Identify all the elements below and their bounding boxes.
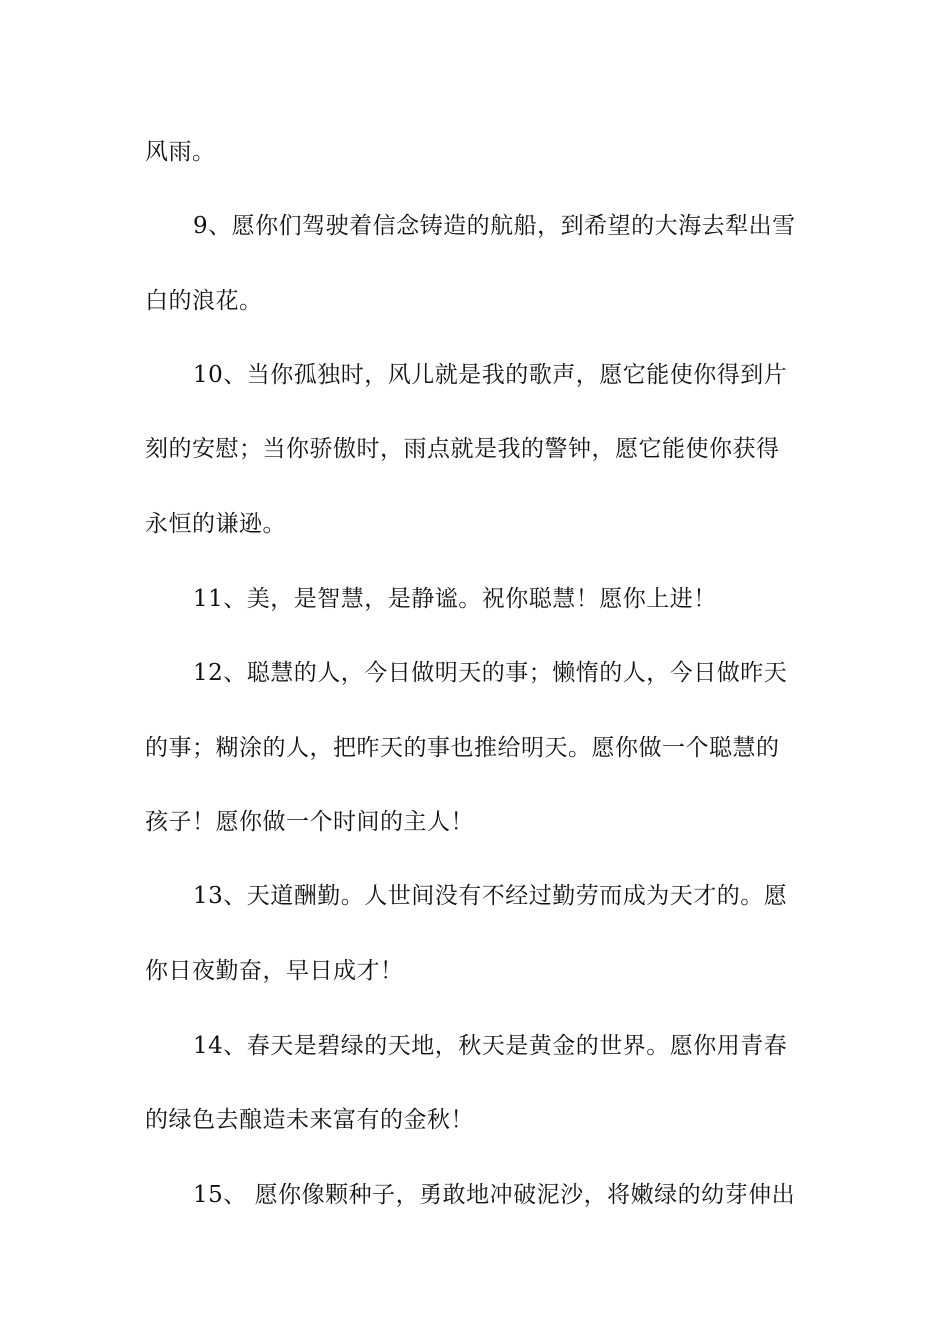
- text-line: 9、愿你们驾驶着信念铸造的航船，到希望的大海去犁出雪: [193, 213, 796, 239]
- text-line: 13、天道酬勤。人世间没有不经过勤劳而成为天才的。愿: [193, 883, 788, 909]
- text-line: 10、当你孤独时，风儿就是我的歌声，愿它能使你得到片: [193, 362, 788, 388]
- text-line: 刻的安慰；当你骄傲时，雨点就是我的警钟，愿它能使你获得: [145, 436, 780, 462]
- text-line: 风雨。: [145, 139, 216, 165]
- text-line: 15、 愿你像颗种子，勇敢地冲破泥沙，将嫩绿的幼芽伸出: [193, 1182, 796, 1208]
- text-line: 永恒的谦逊。: [145, 511, 286, 537]
- text-line: 的绿色去酿造未来富有的金秋！: [145, 1107, 474, 1133]
- text-line: 孩子！愿你做一个时间的主人！: [145, 809, 474, 835]
- text-line: 14、春天是碧绿的天地，秋天是黄金的世界。愿你用青春: [193, 1033, 788, 1059]
- text-line: 的事；糊涂的人，把昨天的事也推给明天。愿你做一个聪慧的: [145, 735, 780, 761]
- text-line: 白的浪花。: [145, 288, 263, 314]
- text-line: 11、美，是智慧，是静谧。祝你聪慧！愿你上进！: [193, 586, 717, 612]
- text-line: 你日夜勤奋，早日成才！: [145, 958, 404, 984]
- text-line: 12、聪慧的人，今日做明天的事；懒惰的人，今日做昨天: [193, 660, 788, 686]
